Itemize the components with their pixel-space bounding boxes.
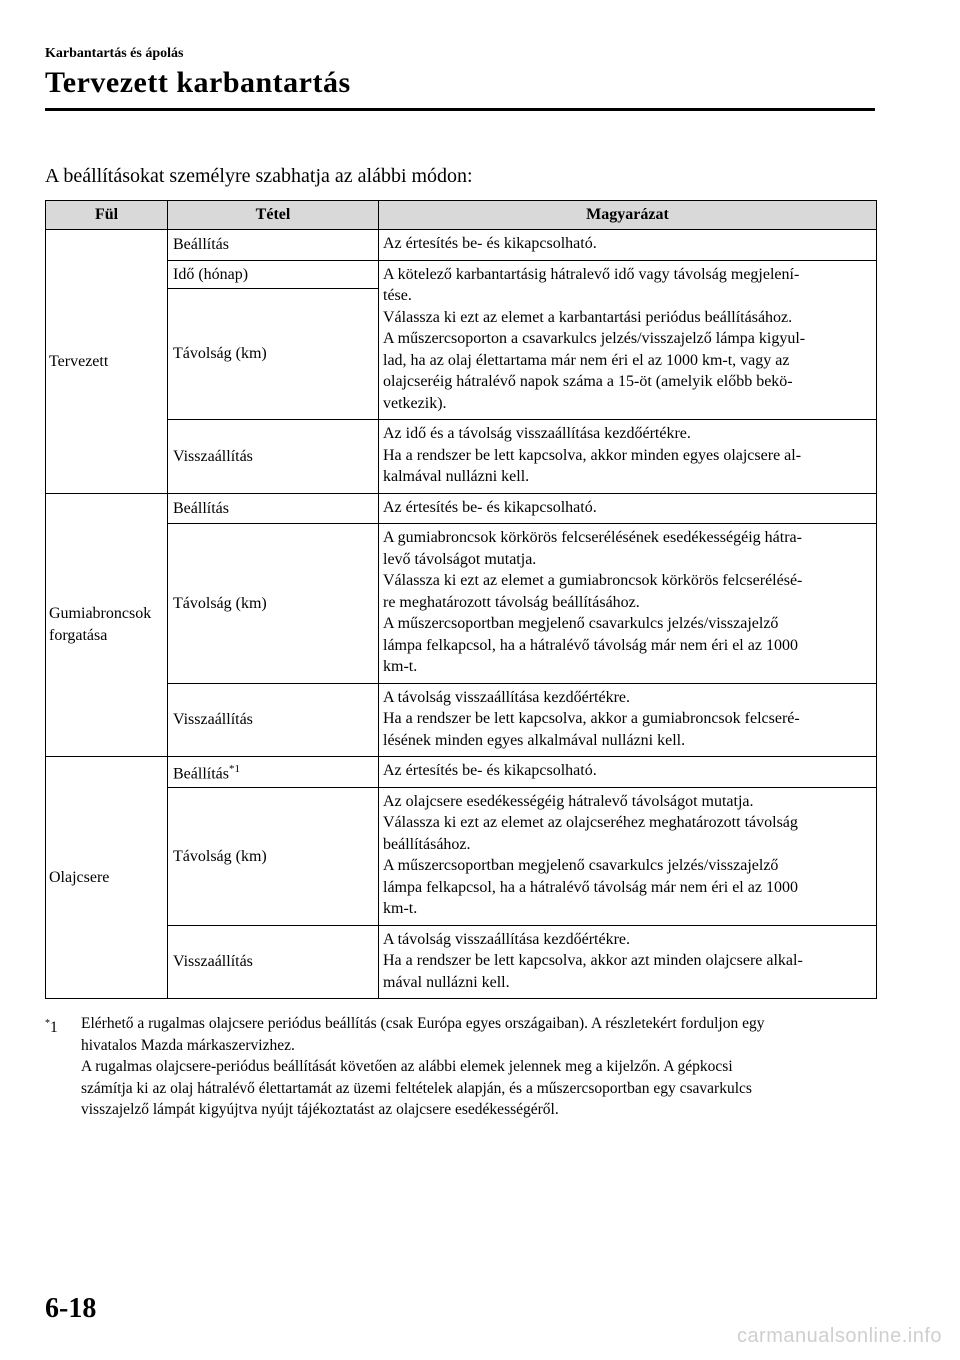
item-cell: Idő (hónap) (168, 260, 379, 288)
column-header-explanation: Magyarázat (379, 201, 877, 230)
table-row (46, 420, 877, 494)
intro-text: A beállításokat személyre szabhatja az alábbi módon: (45, 165, 473, 187)
explanation-line: Az olajcsere esedékességéig hátralevő távolságot mutatja. (383, 792, 754, 810)
page-title: Tervezett karbantartás (45, 66, 351, 99)
explanation-line: km-t. (383, 658, 418, 675)
table-row (46, 683, 877, 757)
explanation-cell (379, 420, 877, 494)
item-cell (168, 757, 379, 788)
explanation-cell (379, 260, 877, 420)
explanation-line: olajcseréig hátralévő napok száma a 15-öt (amelyik előbb bekö- (383, 373, 793, 390)
item-cell: Visszaállítás (168, 925, 379, 999)
explanation-line: Ha a rendszer be lett kapcsolva, akkor azt minden olajcsere alkal- (383, 952, 803, 970)
explanation-line: lad, ha az olaj élettartama már nem éri el az 1000 km-t, vagy az (383, 351, 790, 369)
explanation-line: Az értesítés be- és kikapcsolható. (383, 762, 597, 779)
explanation-line: Ha a rendszer be lett kapcsolva, akkor minden egyes olajcsere al- (383, 446, 802, 464)
item-label: Beállítás (173, 765, 229, 783)
tab-label-line: Gumiabroncsok (49, 605, 152, 623)
tab-cell-oil-change: Olajcsere (46, 757, 168, 999)
item-cell: Távolság (km) (168, 524, 379, 684)
explanation-line: lámpa felkapcsol, ha a hátralévő távolság már nem éri el az 1000 (383, 636, 798, 654)
title-rule (45, 108, 875, 111)
footnote-body (81, 1013, 880, 1121)
footnote-line: hivatalos Mazda márkaszervizhez. (81, 1036, 295, 1054)
footnote-marker: *1 (45, 1018, 58, 1037)
explanation-cell (379, 925, 877, 999)
table-row (46, 230, 877, 261)
item-cell: Távolság (km) (168, 288, 379, 420)
explanation-line: lésének minden egyes alkalmával nullázni kell. (383, 731, 686, 749)
table-row (46, 925, 877, 999)
table-header-row (46, 201, 877, 230)
footnote-line: számítja ki az olaj hátralévő élettartamát az üzemi feltételek alapján, és a műszercsoportban egy csavarkulcs (81, 1079, 752, 1097)
item-cell: Beállítás (168, 493, 379, 524)
explanation-line: km-t. (383, 900, 418, 918)
explanation-line: beállításához. (383, 835, 471, 853)
explanation-line: Az értesítés be- és kikapcsolható. (383, 498, 597, 516)
section-label: Karbantartás és ápolás (45, 46, 184, 61)
explanation-line: Válassza ki ezt az elemet a gumiabroncsok körkörös felcserélésé- (383, 572, 803, 589)
item-cell: Beállítás (168, 230, 379, 261)
item-cell: Visszaállítás (168, 683, 379, 757)
explanation-line: A gumiabroncsok körkörös felcserélésének esedékességéig hátra- (383, 529, 802, 546)
explanation-line: A műszercsoportban megjelenő csavarkulcs jelzés/visszajelző (383, 857, 779, 875)
item-cell: Visszaállítás (168, 420, 379, 494)
explanation-line: kalmával nullázni kell. (383, 468, 530, 485)
tab-cell-tervezett: Tervezett (46, 230, 168, 494)
page-number: 6-18 (45, 1293, 97, 1324)
footnote-line: Elérhető a rugalmas olajcsere periódus beállítás (csak Európa egyes országaiban). A részletekért forduljon egy (81, 1015, 765, 1032)
explanation-cell (379, 683, 877, 757)
explanation-line: A műszercsoportban megjelenő csavarkulcs jelzés/visszajelző (383, 615, 779, 632)
explanation-cell (379, 787, 877, 925)
settings-table (45, 200, 877, 999)
explanation-cell (379, 757, 877, 788)
column-header-tab: Fül (46, 201, 168, 230)
footnote-ref: *1 (228, 763, 240, 775)
explanation-line: mával nullázni kell. (383, 973, 510, 991)
footnote-line: A rugalmas olajcsere-periódus beállítását követően az alábbi elemek jelennek meg a kijelzőn. A gépkocsi (81, 1058, 733, 1075)
table-row (46, 787, 877, 925)
explanation-line: Válassza ki ezt az elemet a karbantartási periódus beállításához. (383, 308, 793, 326)
explanation-cell (379, 493, 877, 524)
explanation-line: A távolság visszaállítása kezdőértékre. (383, 930, 631, 948)
explanation-line: lámpa felkapcsol, ha a hátralévő távolság már nem éri el az 1000 (383, 878, 798, 896)
explanation-line: Az értesítés be- és kikapcsolható. (383, 235, 597, 252)
explanation-line: levő távolságot mutatja. (383, 550, 537, 568)
explanation-line: Az idő és a távolság visszaállítása kezdőértékre. (383, 425, 691, 442)
explanation-line: A műszercsoporton a csavarkulcs jelzés/visszajelző lámpa kigyul- (383, 330, 806, 347)
explanation-line: Válassza ki ezt az elemet az olajcseréhez meghatározott távolság (383, 814, 798, 832)
explanation-line: tése. (383, 287, 412, 304)
explanation-line: A kötelező karbantartásig hátralevő idő vagy távolság megjelení- (383, 265, 800, 283)
table-row (46, 260, 877, 288)
explanation-cell (379, 524, 877, 684)
table-row (46, 493, 877, 524)
explanation-line: re meghatározott távolság beállításához. (383, 593, 640, 611)
item-cell: Távolság (km) (168, 787, 379, 925)
tab-label-line: forgatása (49, 626, 108, 644)
column-header-item: Tétel (168, 201, 379, 230)
table-row (46, 757, 877, 788)
footnote (45, 1013, 880, 1121)
explanation-cell (379, 230, 877, 261)
explanation-line: Ha a rendszer be lett kapcsolva, akkor a gumiabroncsok felcseré- (383, 710, 800, 727)
footnote-line: visszajelző lámpát kigyújtva nyújt tájékoztatást az olajcsere esedékességéről. (81, 1101, 559, 1118)
tab-cell-tire-rotation (46, 493, 168, 757)
explanation-line: vetkezik). (383, 394, 447, 412)
table-row (46, 524, 877, 684)
watermark: carmanualsonline.info (736, 1325, 942, 1347)
explanation-line: A távolság visszaállítása kezdőértékre. (383, 688, 631, 706)
